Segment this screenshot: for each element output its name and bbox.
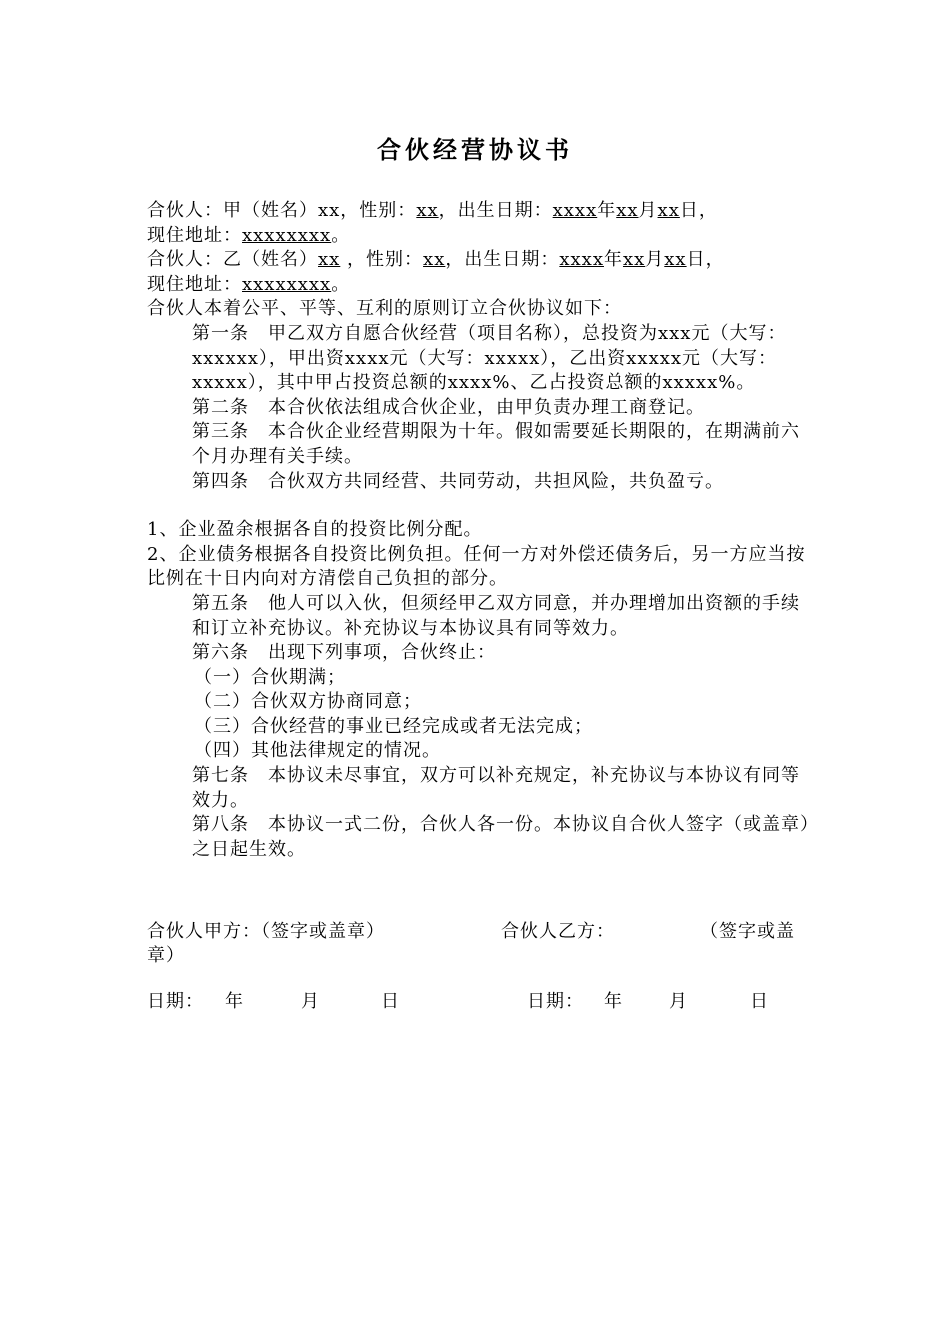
article-7: 第七条 本协议未尽事宜，双方可以补充规定，补充协议与本协议有同等效力。 [192,765,800,811]
termination-case-3: （三）合伙经营的事业已经完成或者无法完成； [194,715,593,737]
party-a-line: 合伙人：甲（姓名）xx，性别：xx，出生日期：xxxx年xx月xx日， [147,200,718,221]
article-2: 第二条 本合伙依法组成合伙企业，由甲负责办理工商登记。 [192,396,705,418]
article-8: 第八条 本协议一式二份，合伙人各一份。本协议自合伙人签字（或盖章）之日起生效。 [192,814,810,860]
party-b-gender: xx [423,249,446,271]
list-item-1: 1、企业盈余根据各自的投资比例分配。 [147,519,483,541]
termination-case-1: （一）合伙期满； [194,666,346,688]
document-title: 合伙经营协议书 [377,136,573,164]
party-b-line: 合伙人：乙（姓名）xx ，性别：xx，出生日期：xxxx年xx月xx日， [147,249,725,271]
party-a-signature-label: 合伙人甲方：（签字或盖章） [147,921,385,943]
party-b-signature-label: 合伙人乙方： [501,921,615,943]
termination-case-4: （四）其他法律规定的情况。 [194,740,441,762]
signature-block [147,920,815,968]
party-b-signature-note-cont: 章） [147,945,185,967]
party-a-birth-day: xx [657,200,680,221]
party-b-birth-month: xx [622,249,646,271]
party-a-birth-year: xxxx [552,200,598,221]
list-item-2: 2、企业债务根据各自投资比例负担。任何一方对外偿还债务后，另一方应当按比例在十日内向对方清偿自己负担的部分。 [147,543,806,590]
date-year-a: 年 [225,991,244,1013]
intro-text: 合伙人本着公平、平等、互利的原则订立合伙协议如下： [147,298,622,320]
article-3: 第三条 本合伙企业经营期限为十年。假如需要延长期限的，在期满前六个月办理有关手续。 [192,421,800,467]
article-1: 第一条 甲乙双方自愿合伙经营（项目名称），总投资为xxx元（大写：xxxxxx），甲出资xxxx元（大写：xxxxx），乙出资xxxxx元（大写：xxxxx），其中甲占投资总额的xxxx%、乙占投资总额的xxxxx%。 [192,322,787,394]
document-body [147,199,815,1020]
party-b-birth-day: xx [664,249,687,271]
date-day-a: 日 [381,991,400,1013]
termination-case-2: （二）合伙双方协商同意； [194,691,422,713]
party-b-name: xx [318,249,341,271]
date-label-a: 日期： [147,991,204,1013]
article-5: 第五条 他人可以入伙，但须经甲乙双方同意，并办理增加出资额的手续和订立补充协议。补充协议与本协议具有同等效力。 [192,592,800,639]
article-4: 第四条 合伙双方共同经营、共同劳动，共担风险，共负盈亏。 [192,470,724,492]
date-line [147,990,815,1020]
article-6: 第六条 出现下列事项，合伙终止： [192,642,496,664]
date-year-b: 年 [604,991,623,1013]
party-a-address: 现住地址：xxxxxxxx。 [147,224,351,246]
date-month-a: 月 [301,991,320,1013]
party-b-signature-note: （签字或盖 [700,921,795,943]
party-b-birth-year: xxxx [559,249,604,271]
date-month-b: 月 [669,991,688,1013]
date-label-b: 日期： [527,991,584,1013]
party-a-gender: xx [416,200,439,221]
party-a-birth-month: xx [616,200,639,221]
party-b-address: 现住地址：xxxxxxxx。 [147,273,351,295]
date-day-b: 日 [750,991,769,1013]
